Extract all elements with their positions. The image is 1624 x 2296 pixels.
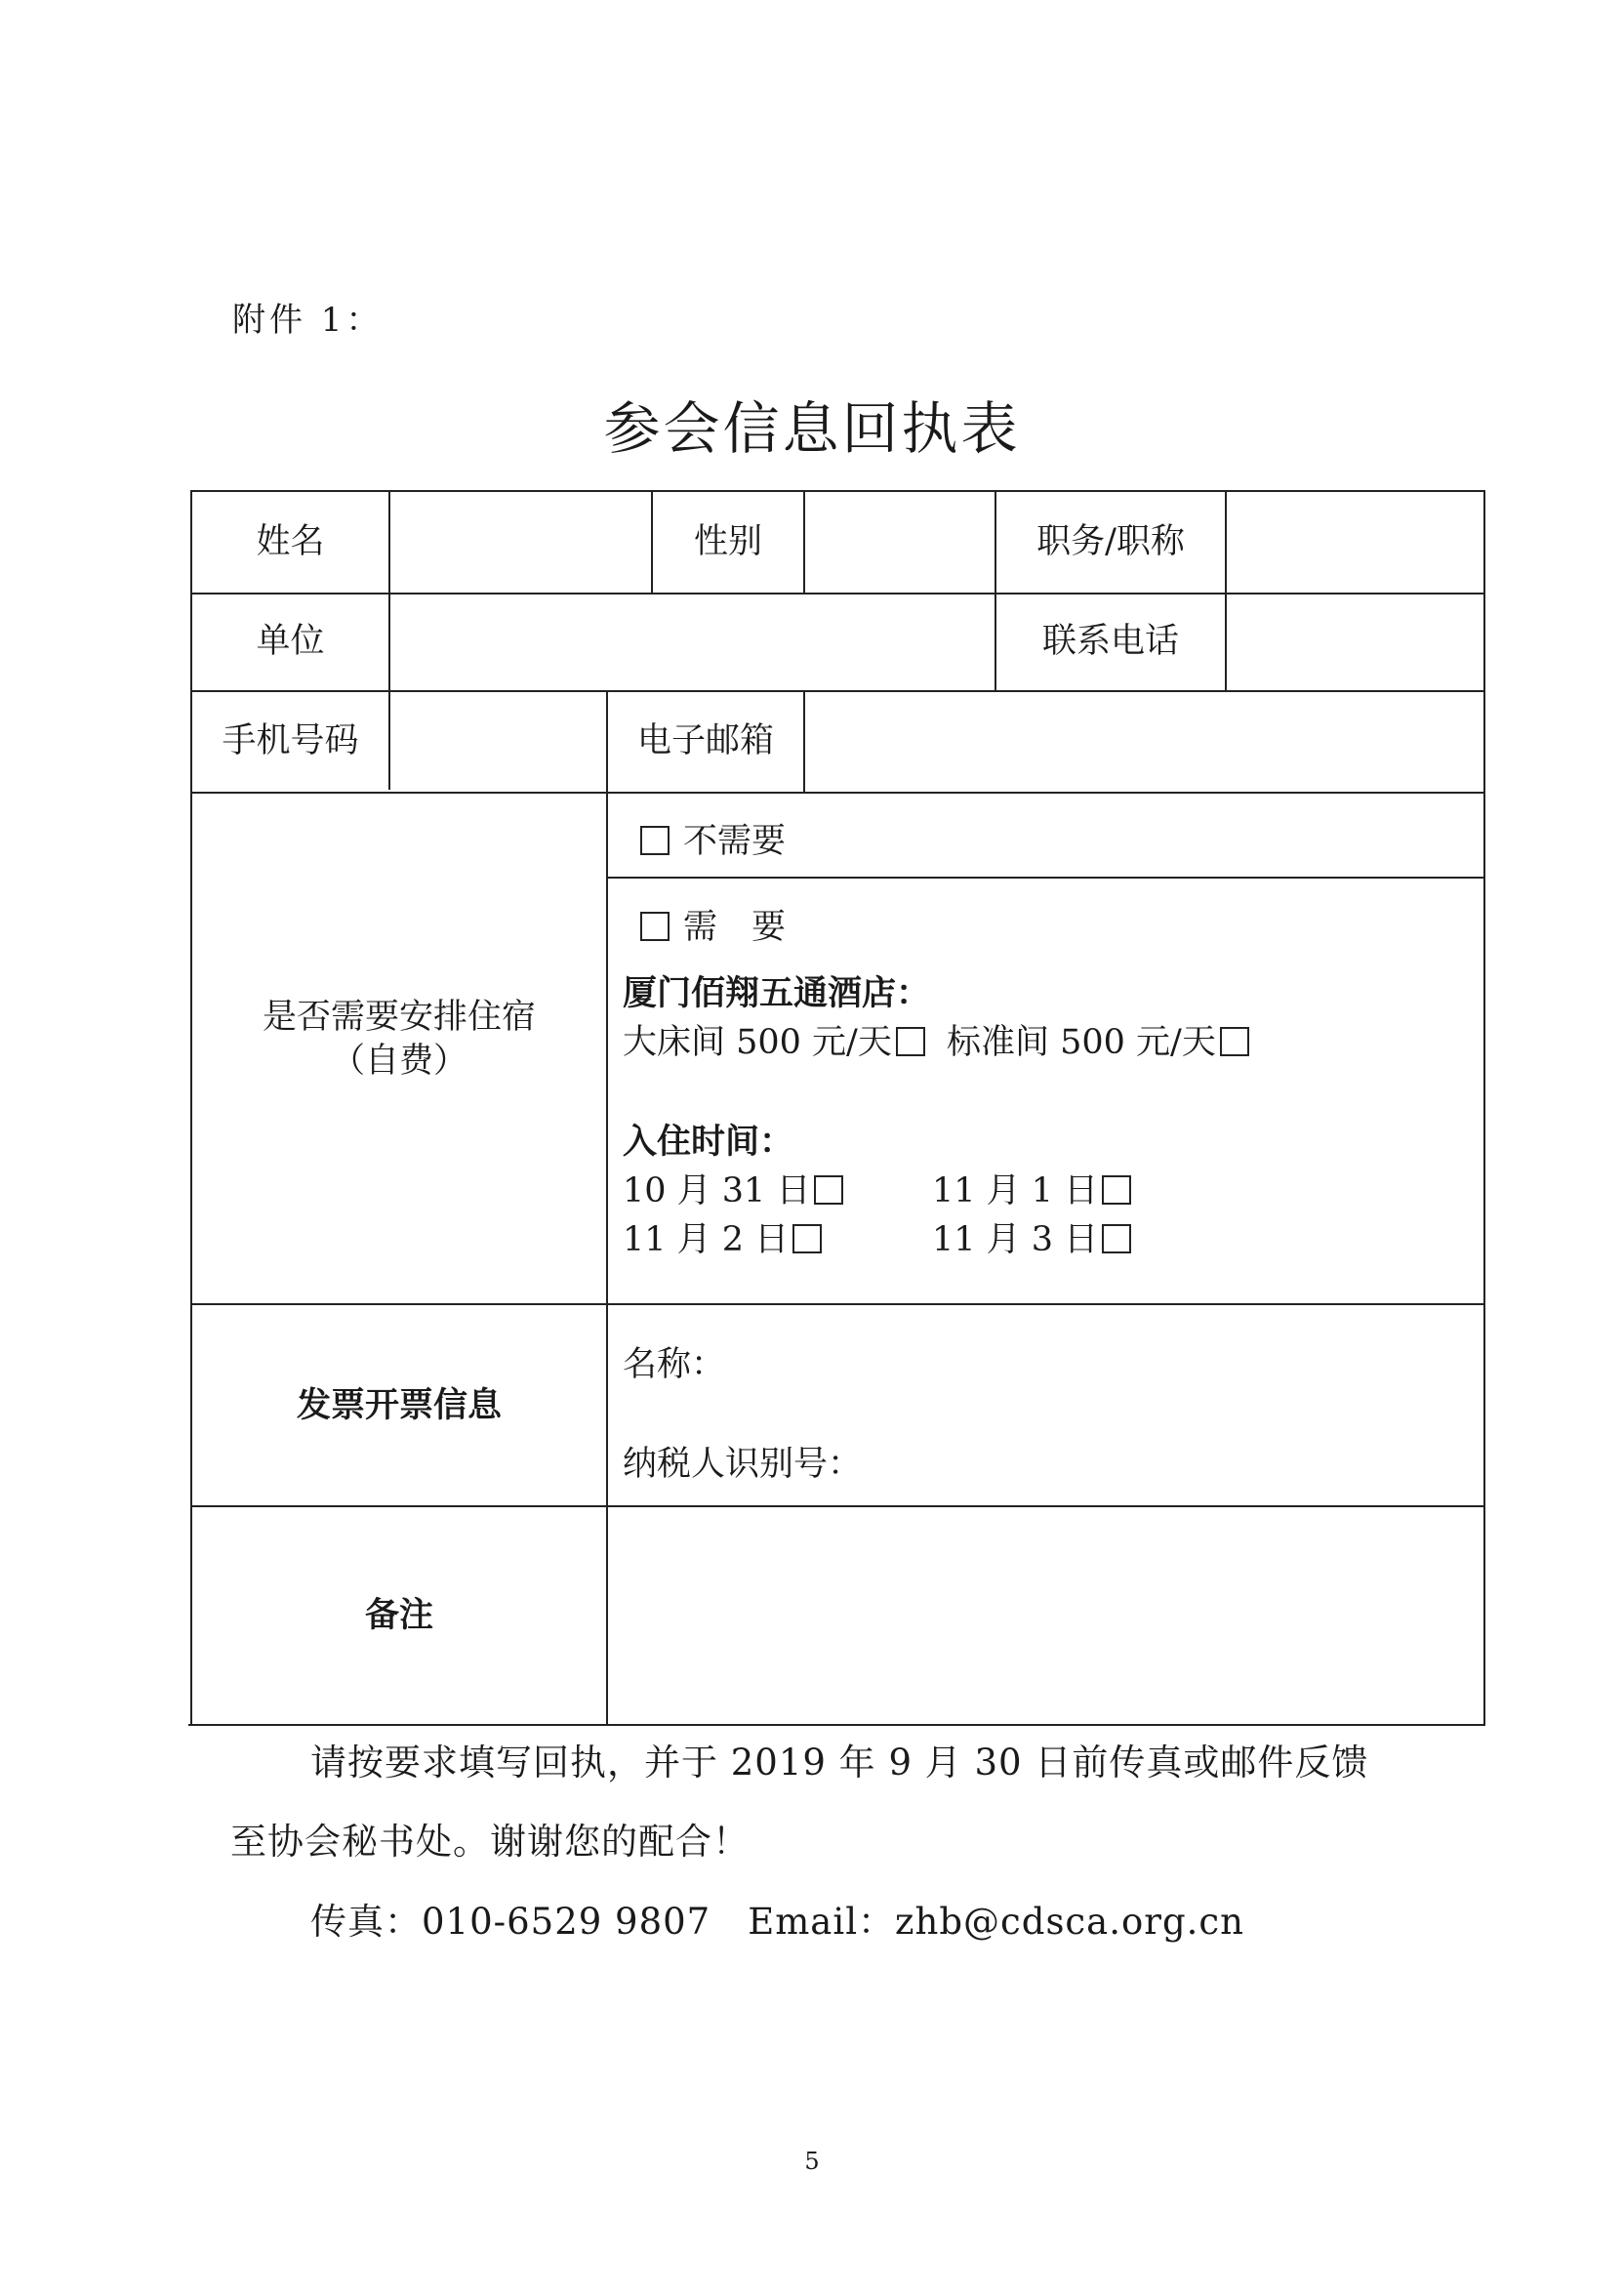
checkin-date-option[interactable] xyxy=(623,1212,822,1261)
attachment-label: 附件 1： xyxy=(232,301,384,340)
position-label: 职务/职称 xyxy=(1036,521,1185,561)
table-line xyxy=(606,877,1484,879)
lodging-label-line2: （自费） xyxy=(330,1042,467,1081)
instruction-line1: 请按要求填写回执，并于 2019 年 9 月 30 日前传真或邮件反馈 xyxy=(310,1742,1369,1784)
checkbox[interactable] xyxy=(1220,1027,1249,1056)
gender-label: 性别 xyxy=(693,521,762,561)
invoice-name-field: 名称： xyxy=(623,1345,726,1384)
checkbox[interactable] xyxy=(1102,1175,1131,1205)
room-standard-option[interactable] xyxy=(947,1015,1249,1064)
option-label: 标准间 500 元/天 xyxy=(947,1023,1216,1062)
checkbox[interactable] xyxy=(896,1027,925,1056)
mobile-label: 手机号码 xyxy=(222,721,359,761)
option-label: 11 月 3 日 xyxy=(932,1220,1099,1259)
checkin-date-option[interactable] xyxy=(623,1164,843,1212)
table-line xyxy=(188,1724,1484,1726)
unit-label: 单位 xyxy=(256,622,325,662)
option-label: 11 月 2 日 xyxy=(623,1220,790,1259)
option-label: 需 要 xyxy=(683,908,787,947)
page-number: 5 xyxy=(804,2148,820,2175)
checkin-label: 入住时间： xyxy=(623,1122,794,1162)
invoice-label: 发票开票信息 xyxy=(296,1384,502,1425)
table-line xyxy=(1225,490,1227,690)
table-line xyxy=(606,690,608,1726)
email-label: 电子邮箱 xyxy=(636,721,774,761)
checkin-date-option[interactable] xyxy=(932,1164,1131,1212)
table-line xyxy=(190,792,1484,794)
option-label: 11 月 1 日 xyxy=(932,1171,1099,1210)
option-label: 大床间 500 元/天 xyxy=(623,1023,892,1062)
option-label: 不需要 xyxy=(683,822,787,861)
checkbox[interactable] xyxy=(792,1224,822,1253)
form-title: 参会信息回执表 xyxy=(603,395,1021,462)
option-label: 10 月 31 日 xyxy=(623,1171,811,1210)
checkin-date-option[interactable] xyxy=(932,1212,1131,1261)
invoice-taxid-field: 纳税人识别号： xyxy=(623,1445,863,1484)
remarks-label: 备注 xyxy=(364,1595,433,1636)
phone-label: 联系电话 xyxy=(1041,622,1179,662)
checkbox[interactable] xyxy=(814,1175,843,1205)
option-no-lodging[interactable] xyxy=(640,814,786,863)
hotel-name: 厦门佰翔五通酒店： xyxy=(623,973,931,1013)
table-line xyxy=(1483,490,1485,1726)
checkbox[interactable] xyxy=(1102,1224,1131,1253)
table-line xyxy=(388,490,390,790)
room-king-option[interactable] xyxy=(623,1015,925,1064)
option-need-lodging[interactable] xyxy=(640,900,786,949)
lodging-label xyxy=(192,976,606,1103)
lodging-label-line1: 是否需要安排住宿 xyxy=(262,997,536,1037)
name-label: 姓名 xyxy=(256,521,325,561)
instruction-line2: 至协会秘书处。谢谢您的配合！ xyxy=(230,1821,750,1863)
contact-info: 传真：010-6529 9807 Email：zhb@cdsca.org.cn xyxy=(310,1901,1244,1943)
checkbox[interactable] xyxy=(640,912,670,941)
table-line xyxy=(803,490,805,593)
table-line xyxy=(803,690,805,792)
checkbox[interactable] xyxy=(640,826,670,855)
